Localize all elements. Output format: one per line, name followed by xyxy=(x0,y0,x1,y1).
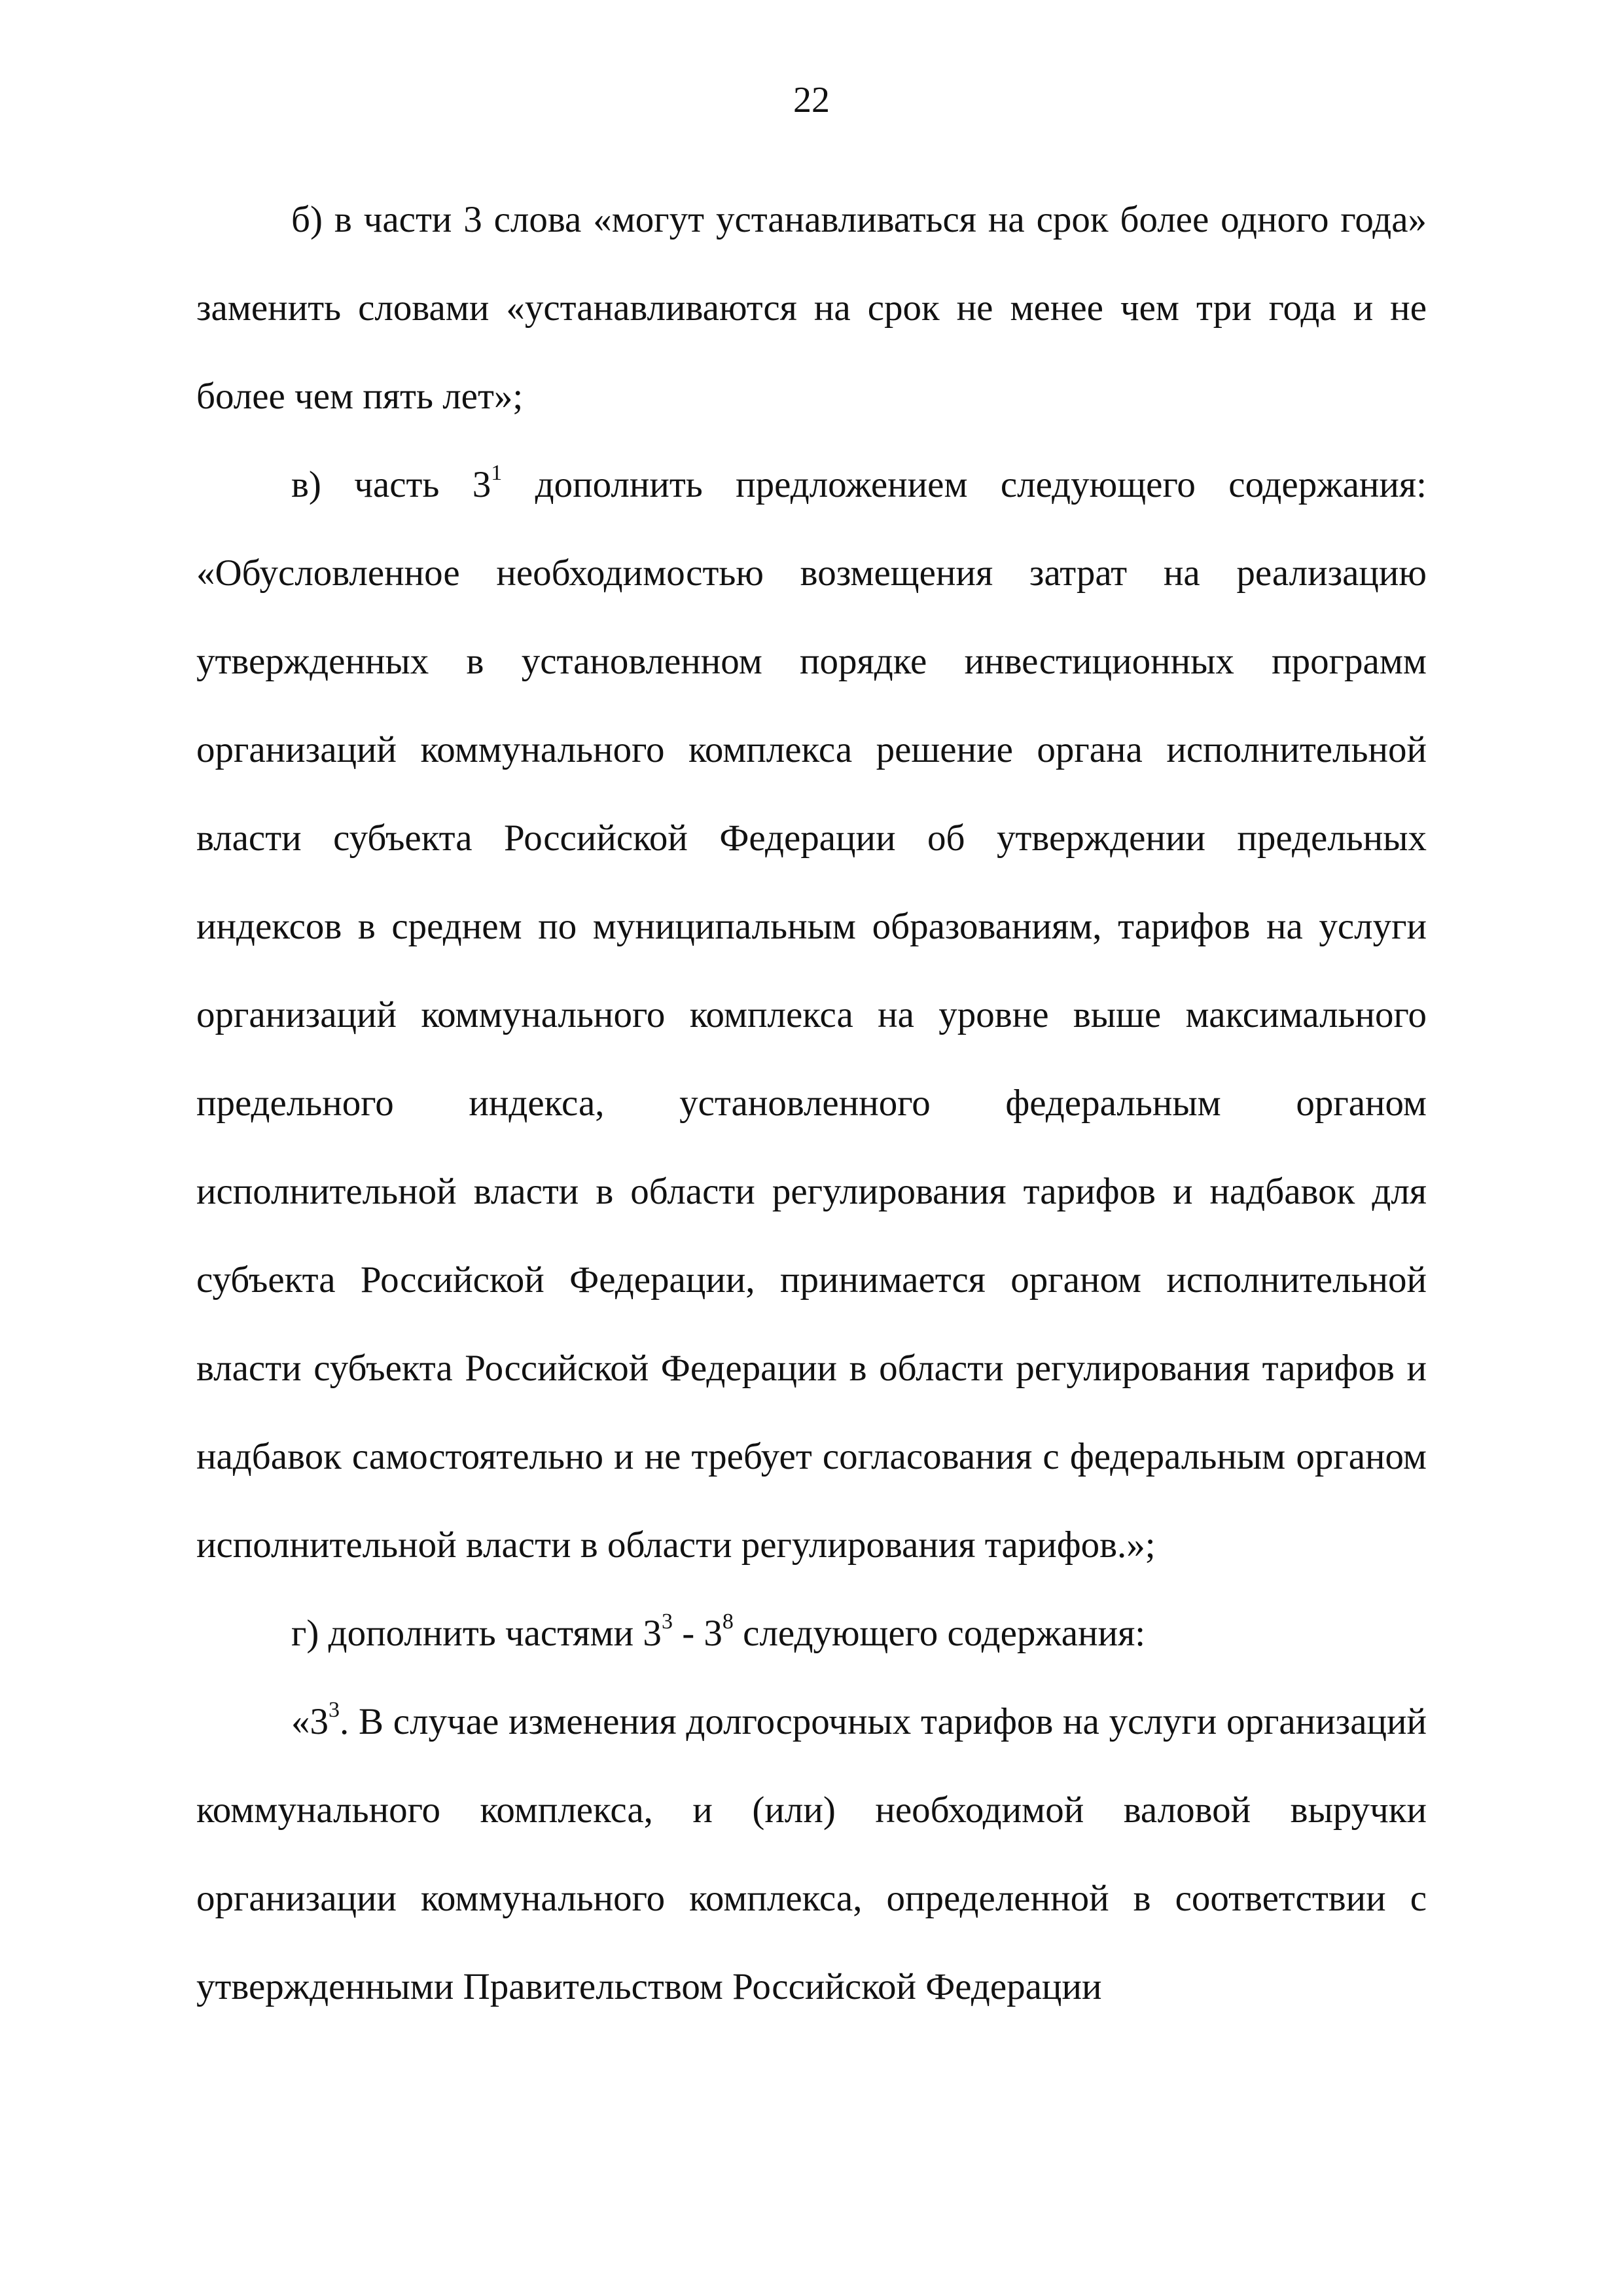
paragraph-3-3-text: . В случае изменения долгосрочных тарифов на услуги организаций коммунального комплекса, и (или) необходимой валовой выручки организации коммунального комплекса, определенной в соответствии с утвержденными Правительством Российской Федерации xyxy=(196,1701,1427,2007)
paragraph-g-range-separator: - 3 xyxy=(672,1613,722,1654)
paragraph-3-3-start: «3 xyxy=(291,1701,329,1742)
superscript-part-number: 1 xyxy=(491,461,503,485)
paragraph-v xyxy=(196,440,1427,1589)
superscript-paragraph-number: 3 xyxy=(329,1698,340,1722)
superscript-range-end: 8 xyxy=(722,1609,734,1634)
paragraph-v-text: дополнить предложением следующего содержания: «Обусловленное необходимостью возмещения затрат на реализацию утвержденных в установленном порядке инвестиционных программ организаций коммунального комплекса решение органа исполнительной власти субъекта Российской Федерации об утверждении предельных индексов в среднем по муниципальным образованиям, тарифов на услуги организаций коммунального комплекса на уровне выше максимального предельного индекса, установленного федеральным органом исполнительной власти в области регулирования тарифов и надбавок для субъекта Российской Федерации, принимается органом исполнительной власти субъекта Российской Федерации в области регулирования тарифов и надбавок самостоятельно и не требует согласования с федеральным органом исполнительной власти в области регулирования тарифов.»; xyxy=(196,464,1427,1566)
paragraph-g-start: г) дополнить частями 3 xyxy=(291,1613,662,1654)
superscript-range-start: 3 xyxy=(661,1609,673,1634)
paragraph-v-start: в) часть 3 xyxy=(291,464,491,505)
document-body xyxy=(196,175,1427,2031)
paragraph-g xyxy=(196,1589,1427,1677)
paragraph-b: б) в части 3 слова «могут устанавливаться на срок более одного года» заменить словами «устанавливаются на срок не менее чем три года и не более чем пять лет»; xyxy=(196,199,1427,417)
page-number: 22 xyxy=(793,80,830,120)
paragraph-3-3 xyxy=(196,1677,1427,2031)
paragraph-g-text: следующего содержания: xyxy=(733,1613,1146,1654)
